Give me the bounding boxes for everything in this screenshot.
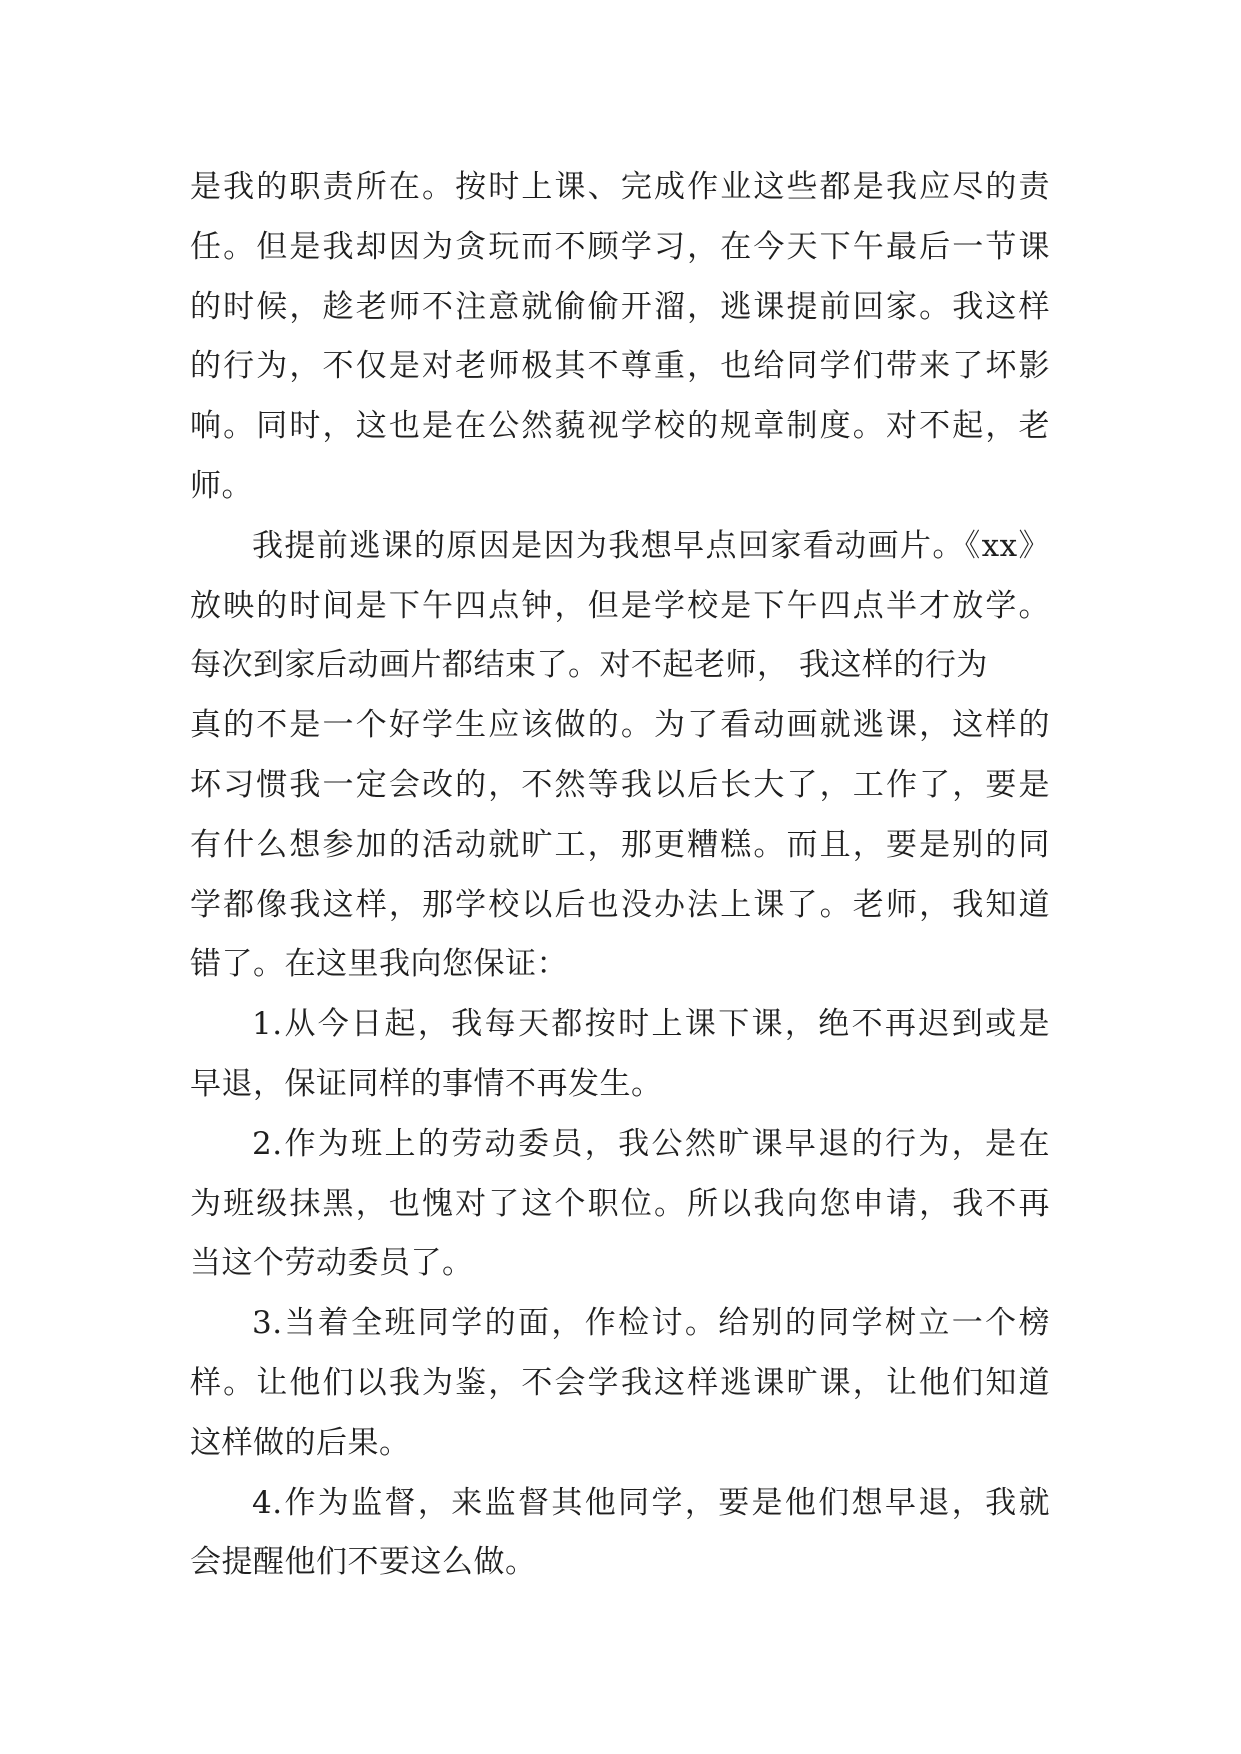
text-line: 早退，保证同样的事情不再发生。 <box>190 1065 663 1102</box>
text-line: 这样做的后果。 <box>190 1424 411 1461</box>
list-item-line: 4.作为监督，来监督其他同学，要是他们想早退，我就 <box>252 1484 1050 1521</box>
text-line: 学都像我这样，那学校以后也没办法上课了。老师，我知道 <box>190 886 1050 923</box>
text-line: 响。同时，这也是在公然藐视学校的规章制度。对不起，老 <box>190 408 1050 445</box>
text-line: 会提醒他们不要这么做。 <box>190 1544 537 1581</box>
document-body <box>190 158 1050 1593</box>
text-line: 坏习惯我一定会改的，不然等我以后长大了，工作了，要是 <box>190 766 1050 803</box>
text-line: 我提前逃课的原因是因为我想早点回家看动画片。《xx》 <box>252 527 1050 564</box>
list-item-line: 2.作为班上的劳动委员，我公然旷课早退的行为，是在 <box>252 1125 1050 1162</box>
text-line: 当这个劳动委员了。 <box>190 1245 474 1282</box>
text-line: 的时候，趁老师不注意就偷偷开溜，逃课提前回家。我这样 <box>190 288 1050 325</box>
text-line: 任。但是我却因为贪玩而不顾学习，在今天下午最后一节课 <box>190 228 1050 265</box>
text-line: 放映的时间是下午四点钟，但是学校是下午四点半才放学。 <box>190 587 1050 624</box>
text-line: 的行为，不仅是对老师极其不尊重，也给同学们带来了坏影 <box>190 348 1050 385</box>
text-line: 样。让他们以我为鉴，不会学我这样逃课旷课，让他们知道 <box>190 1364 1050 1401</box>
text-line: 真的不是一个好学生应该做的。为了看动画就逃课，这样的 <box>190 707 1050 744</box>
text-line: 每次到家后动画片都结束了。对不起老师， 我这样的行为 <box>190 647 988 684</box>
text-line: 师。 <box>190 467 253 504</box>
text-line: 有什么想参加的活动就旷工，那更糟糕。而且，要是别的同 <box>190 826 1050 863</box>
text-line: 是我的职责所在。按时上课、完成作业这些都是我应尽的责 <box>190 169 1050 205</box>
text-line: 错了。在这里我向您保证： <box>190 946 568 983</box>
text-line: 为班级抹黑，也愧对了这个职位。所以我向您申请，我不再 <box>190 1185 1050 1222</box>
list-item-line: 3.当着全班同学的面，作检讨。给别的同学树立一个榜 <box>252 1305 1050 1342</box>
list-item-line: 1.从今日起，我每天都按时上课下课，绝不再迟到或是 <box>252 1006 1050 1043</box>
